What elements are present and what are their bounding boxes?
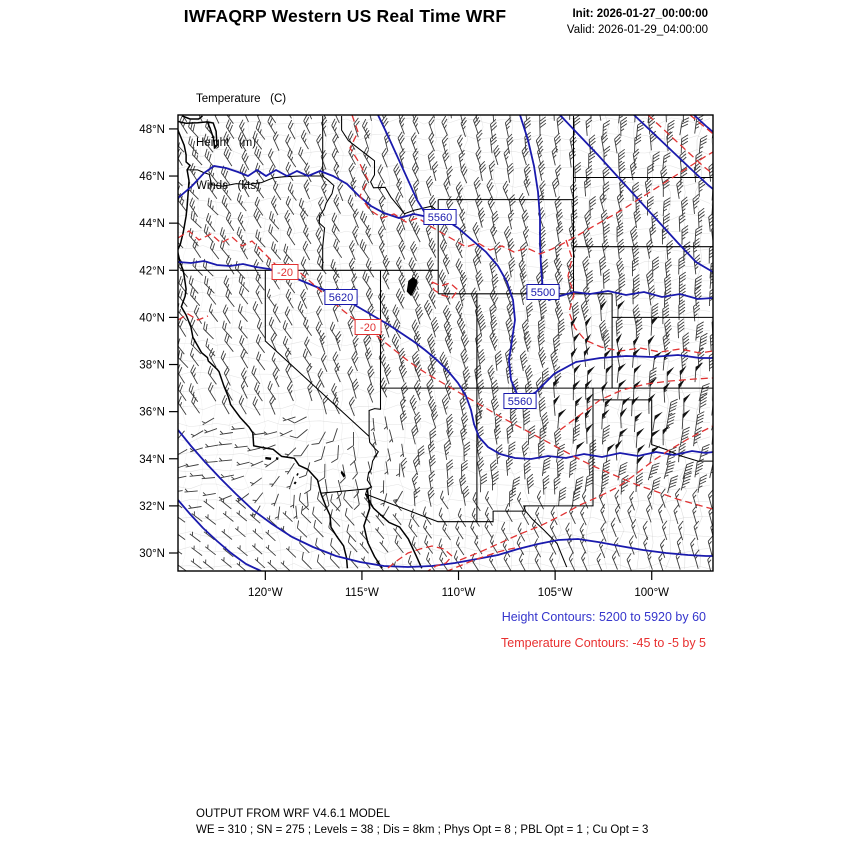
wind-barbs-layer (164, 99, 726, 573)
page-title: IWFAQRP Western US Real Time WRF (183, 6, 507, 26)
model-info (196, 806, 648, 838)
contour-label: 5560 (507, 395, 533, 408)
model-info-line1: OUTPUT FROM WRF V4.6.1 MODEL (196, 808, 391, 820)
lon-tick-label: 110°W (441, 587, 476, 599)
wind-barb-shafts (164, 99, 726, 573)
height-contours-note: Height Contours: 5200 to 5920 by 60 (501, 610, 706, 624)
temperature-contour-line (432, 282, 458, 298)
lon-tick-label: 120°W (248, 587, 283, 599)
lat-tick-label: 38°N (139, 359, 165, 372)
contour-label: 5560 (427, 211, 453, 224)
island (276, 458, 278, 459)
lat-tick-label: 36°N (139, 406, 165, 419)
legend-temperature: Temperature (C) (196, 93, 287, 105)
temperature-contour-line (178, 314, 208, 320)
state-border (321, 489, 567, 567)
valid-time: Valid: 2026-01-29_04:00:00 (566, 23, 708, 36)
lat-tick-label: 48°N (139, 123, 165, 136)
height-contour-line (520, 115, 713, 300)
model-info-line2: WE = 310 ; SN = 275 ; Levels = 38 ; Dis = 8km ; Phys Opt = 8 ; PBL Opt = 1 ; Cu Opt = 3 (196, 824, 649, 836)
temperature-contour-line (560, 378, 713, 430)
lat-tick-label: 42°N (139, 265, 165, 278)
contour-label: -20 (277, 266, 293, 279)
island (265, 458, 271, 459)
contour-label: 5500 (530, 286, 556, 299)
lat-tick-label: 34°N (139, 453, 165, 466)
height-contour-line (178, 500, 261, 571)
temperature-contour-line (690, 115, 713, 134)
lon-tick-label: 100°W (634, 587, 670, 599)
contour-label: -20 (360, 321, 376, 334)
temperature-contours-note: Temperature Contours: -45 to -5 by 5 (501, 636, 706, 650)
lat-tick-label: 46°N (139, 171, 165, 184)
init-time: Init: 2026-01-27_00:00:00 (572, 8, 708, 20)
lat-tick-label: 44°N (139, 218, 165, 231)
lon-tick-label: 115°W (345, 587, 379, 599)
temperature-contour-line (388, 546, 520, 574)
island (297, 474, 298, 475)
legend-winds: Winds (kts) (196, 180, 260, 192)
contour-label: 5620 (328, 291, 354, 304)
lat-tick-label: 32°N (139, 500, 165, 513)
lat-tick-label: 40°N (139, 312, 165, 325)
island (294, 482, 296, 483)
lake (407, 277, 418, 296)
lat-tick-label: 30°N (139, 548, 165, 560)
lon-tick-label: 105°W (537, 587, 573, 599)
legend-height: Height (m) (196, 136, 257, 149)
